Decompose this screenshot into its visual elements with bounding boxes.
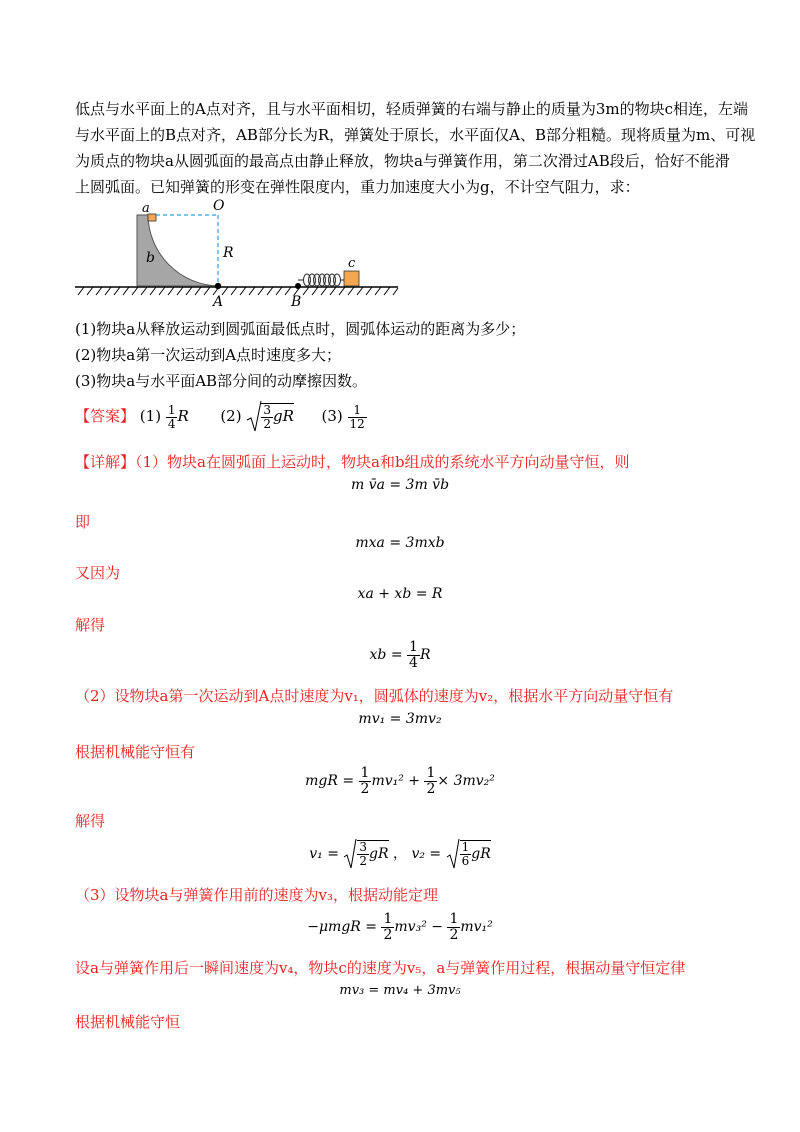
answer-line [75, 400, 367, 434]
text-jixie-2: 根据机械能守恒 [75, 1013, 181, 1031]
physics-figure [70, 195, 410, 310]
question-3: (3)物块a与水平面AB部分间的动摩擦因数。 [75, 372, 368, 390]
equation-2: mxa = 3mxb [355, 535, 445, 551]
answer-3-fraction: $\frac{1}{12}$ [349, 402, 365, 431]
point-B [295, 283, 301, 289]
equation-7: v₁ = $\frac{3}{2}$ gR ， v₂ = $\frac{1}{6}$ gR [309, 840, 491, 868]
point-A [215, 283, 221, 289]
spring [298, 274, 344, 286]
equation-3: xa + xb = R [357, 586, 443, 602]
label-a: a [142, 201, 150, 216]
detail-part-3: （3）设物块a与弹簧作用前的速度为v₃，根据动能定理 [75, 886, 438, 904]
detail-part-1: 【详解】（1）物块a在圆弧面上运动时，物块a和b组成的系统水平方向动量守恒，则 [75, 453, 630, 471]
equation-8: −μmgR = $\frac{1}{2}$ mv₃² − $\frac{1}{2}$ mv₁² [307, 911, 493, 943]
detail-part-2: （2）设物块a第一次运动到A点时速度为v₁，圆弧体的速度为v₂，根据水平方向动量守恒有 [75, 687, 674, 705]
block-c [344, 271, 359, 286]
question-2: (2)物块a第一次运动到A点时速度多大； [75, 346, 342, 364]
text-youyin: 又因为 [75, 564, 121, 582]
detail-tag: 【详解】 [75, 453, 136, 471]
intro-line-3: 为质点的物块a从圆弧面的最高点由静止释放，物块a与弹簧作用，第二次滑过AB段后，恰好不能滑 [75, 152, 730, 170]
label-B: B [291, 294, 302, 310]
equation-4: xb = $\frac{1}{4}$ R [369, 639, 431, 671]
label-A: A [213, 294, 224, 310]
intro-line-4: 上圆弧面。已知弹簧的形变在弹性限度内，重力加速度大小为g，不计空气阻力，求： [75, 178, 640, 196]
text-jiede-1: 解得 [75, 616, 106, 634]
answer-tag: 【答案】 [75, 407, 136, 425]
answer-part-3: (3) $\frac{1}{12}$ [321, 402, 365, 431]
question-1: (1)物块a从释放运动到圆弧面最低点时，圆弧体运动的距离为多少； [75, 320, 526, 338]
intro-line-1: 低点与水平面上的A点对齐，且与水平面相切，轻质弹簧的右端与静止的质量为3m的物块c相连，左端 [75, 100, 749, 118]
answer-part-1: (1) $\frac{1}{4}$ R [139, 402, 189, 431]
text-ji: 即 [75, 513, 91, 531]
text-jixie-1: 根据机械能守恒有 [75, 743, 196, 761]
label-b: b [146, 250, 155, 266]
answer-part-2: (2) $\frac{3}{2}$ gR [220, 407, 298, 425]
label-c: c [348, 256, 356, 271]
answer-2-sqrt: $\frac{3}{2}$ gR [246, 400, 294, 434]
label-R: R [223, 245, 234, 261]
intro-line-2: 与水平面上的B点对齐，AB部分长为R，弹簧处于原长，水平面仅A、B部分粗糙。现将质量为m、可视 [75, 126, 756, 144]
answer-1-fraction: $\frac{1}{4}$ [167, 402, 176, 431]
problem-intro [75, 96, 756, 200]
text-set-v4: 设a与弹簧作用后一瞬间速度为v₄，物块c的速度为v₅，a与弹簧作用过程，根据动量守恒定律 [75, 959, 686, 977]
equation-9: mv₃ = mv₄ + 3mv₅ [339, 983, 461, 998]
label-O: O [213, 198, 225, 214]
equation-1: m v̄a = 3m v̄b [350, 477, 450, 493]
equation-6: mgR = $\frac{1}{2}$ mv₁² + $\frac{1}{2}$ × 3mv₂² [305, 765, 495, 797]
text-jiede-2: 解得 [75, 812, 106, 830]
ground-hatching [78, 287, 398, 295]
equation-5: mv₁ = 3mv₂ [358, 711, 442, 727]
